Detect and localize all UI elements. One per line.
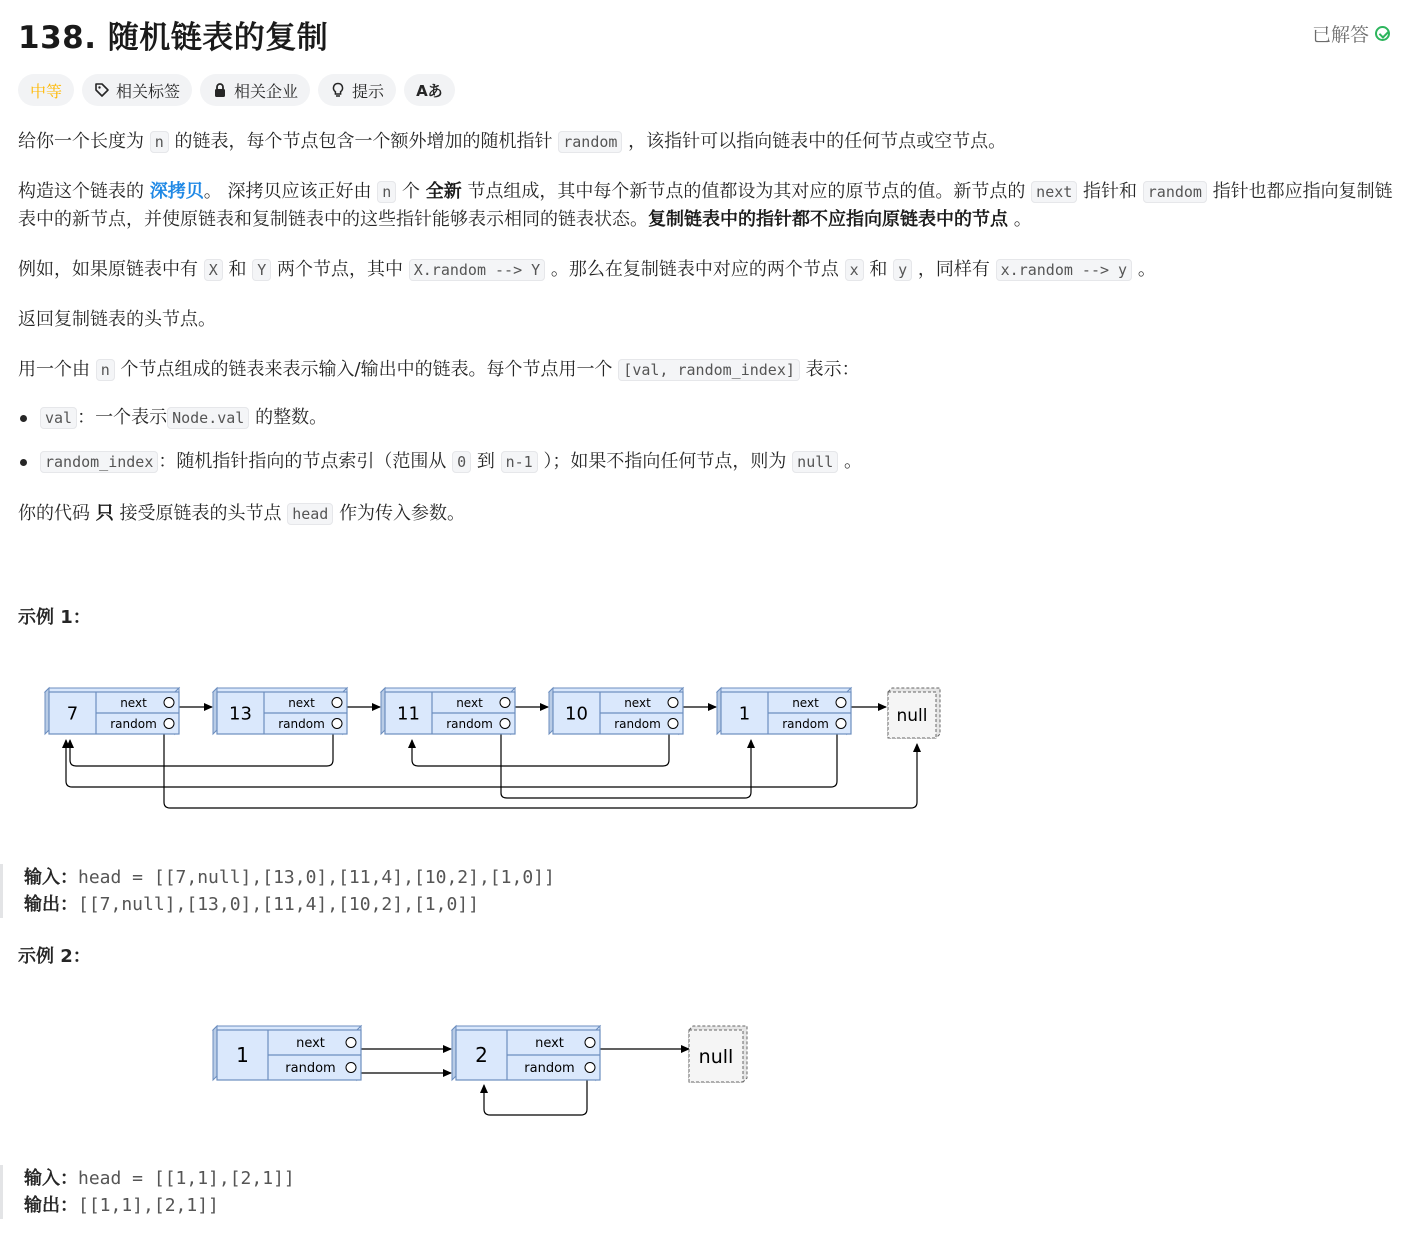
description-paragraph-4: 返回复制链表的头节点。: [18, 309, 216, 330]
inline-code: n: [150, 131, 169, 153]
topics-label: 相关标签: [116, 81, 181, 101]
inline-code: n: [377, 181, 396, 203]
input-label: 输入：: [24, 867, 78, 888]
hint-label: 提示: [352, 81, 385, 101]
random-label: random: [278, 716, 325, 731]
next-label: next: [456, 695, 483, 710]
random-label: random: [524, 1061, 575, 1077]
null-node: [689, 1026, 747, 1082]
next-label: next: [535, 1036, 564, 1052]
output-value: [[7,null],[13,0],[11,4],[10,2],[1,0]]: [78, 894, 479, 915]
companies-tag-button[interactable]: [200, 74, 310, 106]
random-label: random: [285, 1061, 336, 1077]
next-label: next: [288, 695, 315, 710]
companies-label: 相关企业: [234, 81, 299, 101]
input-label: 输入：: [24, 1168, 78, 1189]
solved-label: 已解答: [1311, 24, 1369, 46]
node-value: 10: [565, 703, 588, 725]
list-item: val ：一个表示 Node.val 的整数。: [18, 404, 862, 432]
translate-icon: Aあ: [416, 81, 443, 100]
check-circle-icon: [1375, 26, 1390, 41]
description-paragraph-1: 给你一个长度为 n 的链表，每个节点包含一个额外增加的随机指针 random ，该指针可以指向链表中的任何节点或空节点。: [18, 131, 1007, 152]
list-node-1: [452, 1026, 600, 1080]
description-paragraph-5: 用一个由 n 个节点组成的链表来表示输入/输出中的链表。每个节点用一个 [val, random_index] 表示：: [18, 359, 860, 380]
next-label: next: [792, 695, 819, 710]
null-label: null: [698, 1045, 734, 1068]
example-2-diagram: [0, 1018, 780, 1128]
output-label: 输出：: [24, 1195, 78, 1216]
node-value: 2: [475, 1043, 488, 1068]
lock-icon: [212, 82, 228, 98]
null-node: [888, 688, 940, 738]
random-label: random: [782, 716, 829, 731]
list-item: random_index ：随机指针指向的节点索引（范围从 0 到 n-1 ）；如果不指向任何节点，则为 null 。: [18, 448, 862, 476]
node-value: 13: [229, 703, 252, 725]
list-node-3: [549, 688, 683, 734]
random-label: random: [110, 716, 157, 731]
inline-code: next: [1031, 181, 1077, 203]
node-value: 1: [236, 1043, 249, 1068]
description-paragraph-2: 构造这个链表的 深拷贝。 深拷贝应该正好由 n 个 全新 节点组成，其中每个新节点的值都设为其对应的原节点的值。新节点的 next 指针和 random 指针也都应指向复制链表中的新节点，并使原链表和复制链表中的这些指针能够表示相同的链表状态。复制链表中的指针都不应指向原链表中的节点 。: [18, 181, 1393, 230]
difficulty-label: 中等: [30, 81, 63, 101]
hint-button[interactable]: [318, 74, 396, 106]
example-1-io: [0, 864, 555, 918]
tag-icon: [94, 82, 110, 98]
next-label: next: [296, 1036, 325, 1052]
output-value: [[1,1],[2,1]]: [78, 1195, 219, 1216]
list-node-4: [717, 688, 851, 734]
example-2-title: 示例 2：: [18, 946, 91, 967]
output-label: 输出：: [24, 894, 78, 915]
null-label: null: [896, 706, 928, 727]
node-value: 7: [66, 703, 79, 725]
translate-button[interactable]: [404, 74, 455, 106]
next-label: next: [624, 695, 651, 710]
list-node-1: [213, 688, 347, 734]
inline-code: random: [1143, 181, 1207, 203]
page-title: 138. 随机链表的复制: [18, 20, 329, 56]
difficulty-badge: [18, 74, 74, 106]
field-list: [18, 404, 862, 492]
topics-tag-button[interactable]: [82, 74, 192, 106]
list-node-0: [45, 688, 179, 734]
example-2-io: [0, 1165, 295, 1219]
list-node-2: [381, 688, 515, 734]
node-value: 11: [397, 703, 420, 725]
example-1-title: 示例 1：: [18, 607, 91, 628]
random-label: random: [614, 716, 661, 731]
description-paragraph-3: 例如，如果原链表中有 X 和 Y 两个节点，其中 X.random --> Y 。那么在复制链表中对应的两个节点 x 和 y ，同样有 x.random --> y 。: [18, 259, 1156, 280]
input-value: head = [[1,1],[2,1]]: [78, 1168, 295, 1189]
solved-status: [1312, 20, 1390, 47]
list-node-0: [213, 1026, 361, 1080]
tag-bar: [18, 74, 455, 106]
node-value: 1: [738, 703, 751, 725]
inline-code: random: [558, 131, 622, 153]
example-1-diagram: [0, 680, 960, 820]
next-label: next: [120, 695, 147, 710]
deep-copy-link[interactable]: 深拷贝: [149, 181, 204, 202]
description-paragraph-6: 你的代码 只 接受原链表的头节点 head 作为传入参数。: [18, 503, 466, 524]
random-label: random: [446, 716, 493, 731]
input-value: head = [[7,null],[13,0],[11,4],[10,2],[1,0]]: [78, 867, 555, 888]
lightbulb-icon: [330, 82, 346, 98]
